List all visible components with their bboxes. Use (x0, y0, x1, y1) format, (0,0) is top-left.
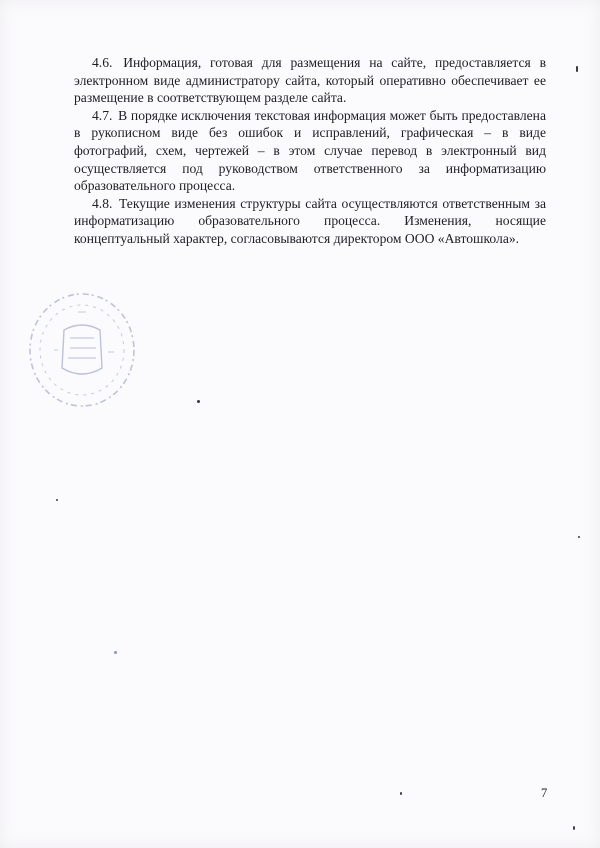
document-body (74, 54, 546, 248)
paragraph-number: 4.6. (92, 55, 113, 70)
scan-speck (56, 499, 58, 501)
paragraph-number: 4.8. (92, 195, 113, 211)
paragraph-4-7 (74, 107, 546, 195)
scan-speck (197, 400, 200, 403)
scan-speck (578, 536, 580, 538)
scan-speck (400, 792, 402, 795)
paragraph-text: Текущие изменения структуры сайта осуществляются ответственным за информатизацию образовательного процесса. Изменения, носящие концептуальный характер, согласовываются директором ООО «Автошкола». (74, 195, 547, 246)
scan-speck (573, 826, 575, 830)
paragraph-4-8 (74, 195, 546, 248)
paragraph-text: Информация, готовая для размещения на сайте, предоставляется в электронном виде администратору сайта, который оперативно обеспечивает ее размещение в соответствующем разделе сайта. (74, 55, 546, 106)
faded-seal-stamp-icon (24, 290, 136, 410)
scan-speck (114, 651, 117, 654)
scan-speck (576, 66, 578, 72)
page-number: 7 (541, 786, 548, 800)
paragraph-text: В порядке исключения текстовая информация может быть предоставлена в рукописном виде без ошибок и исправлений, графическая – в виде фотографий, схем, чертежей – в этом случае перевод в электронный вид осуществляется под руководством ответственного за информатизацию образовательного процесса. (74, 107, 546, 194)
paragraph-number: 4.7. (92, 107, 113, 123)
paragraph-4-6 (74, 54, 546, 107)
